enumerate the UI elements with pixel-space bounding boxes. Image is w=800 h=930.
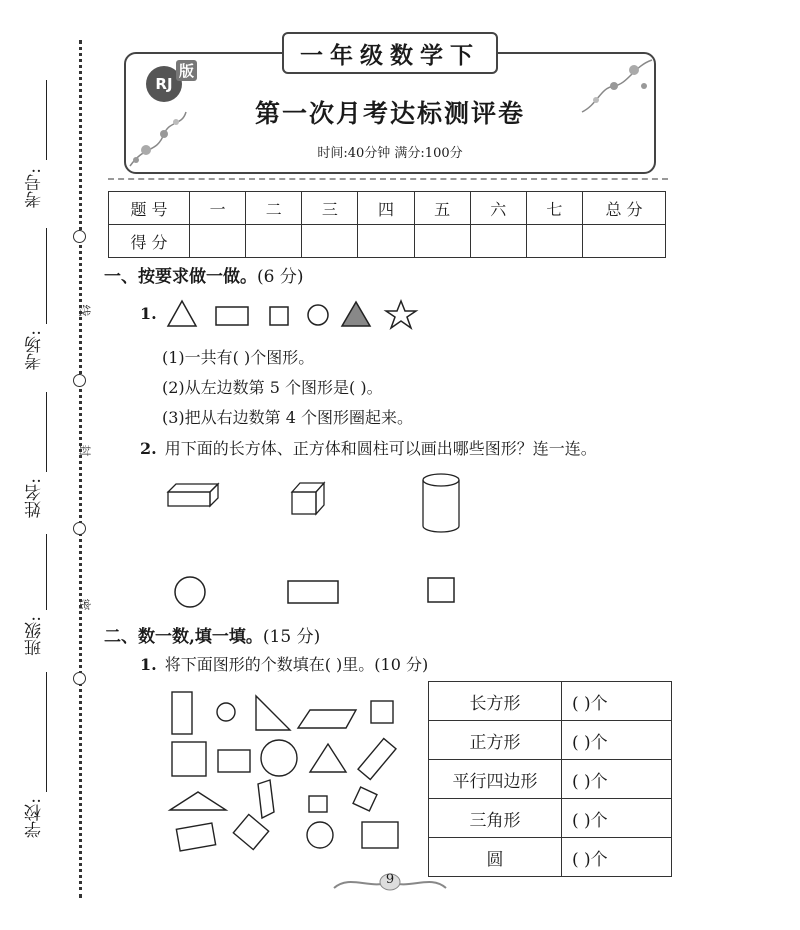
count-shape-name: 平行四边形 (429, 760, 562, 799)
score-cell[interactable] (302, 225, 358, 258)
count-row (429, 682, 672, 721)
edition-suffix: 版 (176, 60, 197, 81)
count-answer-blank[interactable]: ( )个 (562, 799, 672, 838)
section-1-heading (104, 262, 303, 287)
triangle-shape (310, 744, 346, 772)
count-row (429, 838, 672, 877)
score-cell[interactable] (470, 225, 526, 258)
field-school: 学校: (25, 798, 45, 838)
q1-2-text: 用下面的长方体、正方体和圆柱可以画出哪些图形？连一连。 (164, 439, 597, 458)
score-cell[interactable] (414, 225, 470, 258)
q2-1-text: 将下面图形的个数填在( )里。(10 分) (164, 655, 429, 674)
binding-hole (73, 374, 86, 387)
binding-hole (73, 672, 86, 685)
score-cell[interactable] (358, 225, 414, 258)
count-answer-blank[interactable]: ( )个 (562, 760, 672, 799)
q2-1-shape-collection (166, 688, 416, 858)
rectangle-shape (172, 692, 192, 734)
rectangle-shape (176, 823, 215, 851)
square-shape (371, 701, 393, 723)
exam-title: 第一次月考达标测评卷 (254, 99, 525, 128)
count-shape-name: 正方形 (429, 721, 562, 760)
square-outline (428, 578, 454, 602)
field-class: 班级: (25, 616, 45, 656)
parallelogram-shape (258, 780, 274, 818)
cube-solid (292, 483, 324, 514)
score-header-cell: 二 (246, 192, 302, 225)
blank-line (46, 392, 47, 472)
circle-outline (175, 577, 205, 607)
rectangle-outline (288, 581, 338, 603)
count-shape-name: 三角形 (429, 799, 562, 838)
score-header-cell: 四 (358, 192, 414, 225)
section-1-points: (6 分) (257, 267, 304, 287)
grade-ribbon: 一年级数学下 (282, 32, 498, 74)
square-shape (353, 787, 377, 811)
filled-triangle-shape (342, 302, 370, 326)
count-row (429, 721, 672, 760)
seal-char-line: 线 (77, 304, 92, 317)
parallelogram-shape (298, 710, 356, 728)
divider (108, 178, 668, 186)
circle-shape (308, 305, 328, 325)
score-header-cell: 三 (302, 192, 358, 225)
count-shape-name: 圆 (429, 838, 562, 877)
score-header-cell: 题 号 (109, 192, 190, 225)
rectangle-shape (216, 307, 248, 325)
blank-line (46, 534, 47, 610)
q1-1-number: 1. (140, 304, 157, 323)
edition-badge: RJ (146, 66, 182, 102)
circle-shape (307, 822, 333, 848)
rectangle-shape (358, 739, 396, 780)
square-shape (233, 814, 268, 849)
circle-shape (261, 740, 297, 776)
q1-2-solids-and-outlines (160, 470, 480, 610)
seal-char-secret: 密 (77, 598, 92, 611)
score-row-label: 得 分 (109, 225, 190, 258)
q2-1-number: 1. (140, 655, 157, 674)
score-cell[interactable] (246, 225, 302, 258)
section-2-title: 二、数一数,填一填。 (104, 627, 263, 647)
score-row (109, 225, 666, 258)
rectangle-shape (362, 822, 398, 848)
square-shape (309, 796, 327, 812)
binding-hole (73, 230, 86, 243)
field-exam-number: 考号: (25, 168, 45, 208)
exam-time-score: 时间:40分钟 满分:100分 (317, 146, 463, 161)
score-header-cell: 七 (526, 192, 582, 225)
binding-hole (73, 522, 86, 535)
circle-shape (217, 703, 235, 721)
q1-1-sub1: (1)一共有( )个图形。 (162, 348, 315, 367)
blank-line (46, 672, 47, 792)
blank-line (46, 80, 47, 160)
cylinder-solid (423, 474, 459, 532)
field-exam-room: 考场: (25, 330, 45, 370)
square-shape (270, 307, 288, 325)
q1-2 (140, 436, 597, 459)
shape-count-table (428, 681, 672, 877)
score-table (108, 191, 666, 258)
score-cell[interactable] (583, 225, 666, 258)
score-cell[interactable] (526, 225, 582, 258)
blank-line (46, 228, 47, 324)
section-2-points: (15 分) (262, 627, 321, 647)
q2-1 (140, 652, 428, 675)
triangle-shape (256, 696, 290, 730)
star-shape (386, 301, 416, 328)
score-header-cell: 五 (414, 192, 470, 225)
score-cell[interactable] (190, 225, 246, 258)
score-header-cell: 总 分 (583, 192, 666, 225)
count-answer-blank[interactable]: ( )个 (562, 682, 672, 721)
rectangle-shape (218, 750, 250, 772)
triangle-shape (170, 792, 226, 810)
section-2-heading (104, 622, 320, 647)
field-name: 姓名: (25, 478, 45, 518)
score-header-cell: 一 (190, 192, 246, 225)
count-row (429, 799, 672, 838)
count-answer-blank[interactable]: ( )个 (562, 838, 672, 877)
seal-char-seal: 封 (77, 444, 92, 457)
binding-dotted-line (79, 40, 82, 898)
score-header-cell: 六 (470, 192, 526, 225)
q1-1-sub3: (3)把从右边数第 4 个图形圈起来。 (162, 408, 414, 427)
count-answer-blank[interactable]: ( )个 (562, 721, 672, 760)
q1-1-shapes (164, 298, 424, 332)
square-shape (172, 742, 206, 776)
cuboid-solid (168, 484, 218, 506)
section-1-title: 一、按要求做一做。 (104, 267, 257, 287)
page-number: 9 (385, 872, 395, 887)
count-shape-name: 长方形 (429, 682, 562, 721)
count-row (429, 760, 672, 799)
triangle-shape (168, 301, 196, 326)
q1-2-number: 2. (140, 439, 157, 458)
q1-1-sub2: (2)从左边数第 5 个图形是( )。 (162, 378, 383, 397)
score-header-row (109, 192, 666, 225)
